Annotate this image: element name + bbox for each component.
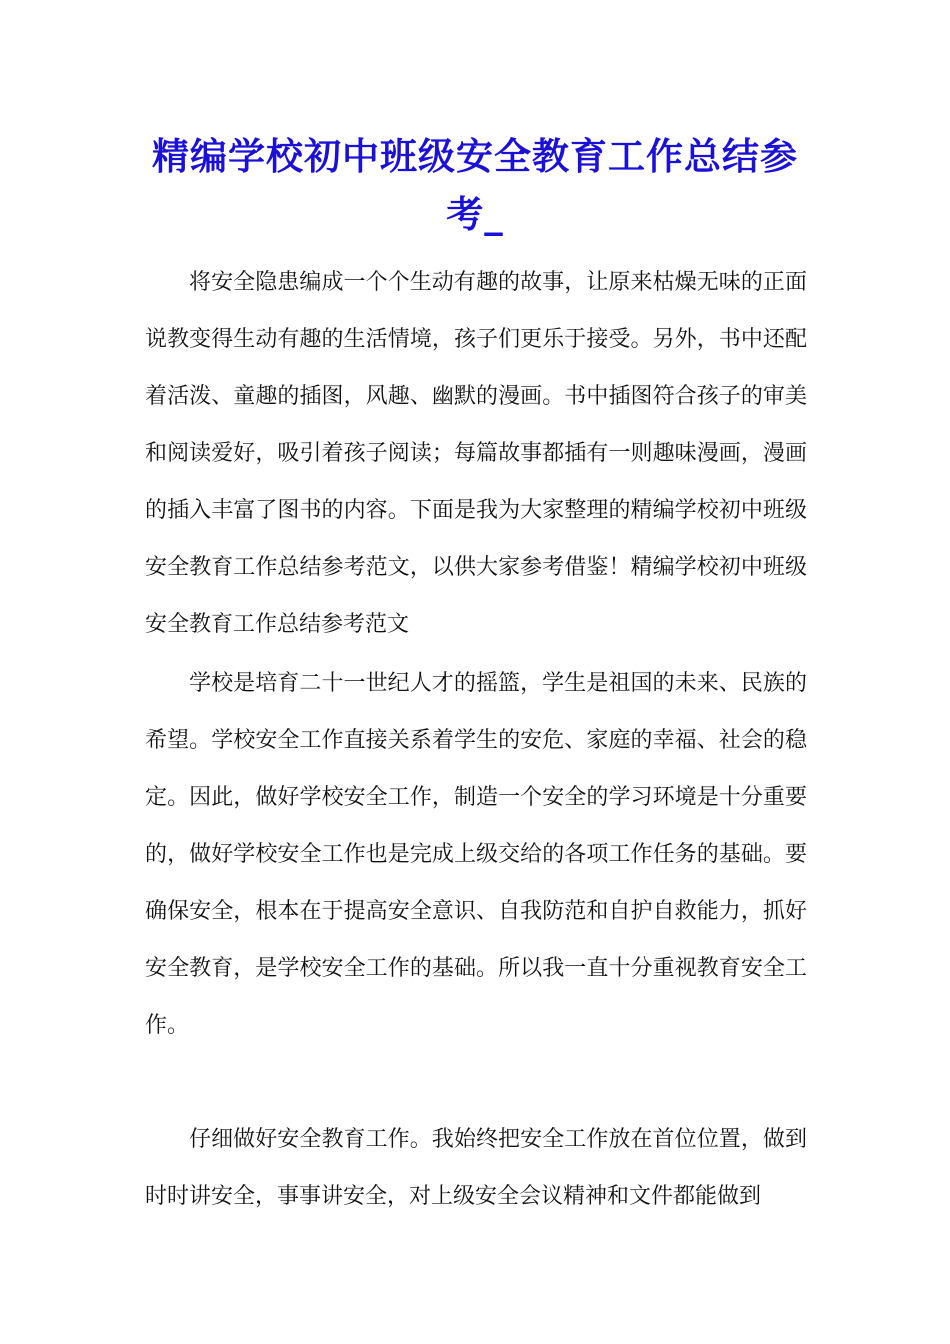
paragraph-school-safety: 学校是培育二十一世纪人才的摇篮，学生是祖国的未来、民族的希望。学校安全工作直接关系着学生的安危、家庭的幸福、社会的稳定。因此，做好学校安全工作，制造一个安全的学习环境是十分重要的，做好学校安全工作也是完成上级交给的各项工作任务的基础。要确保安全，根本在于提高安全意识、自我防范和自护自救能力，抓好安全教育，是学校安全工作的基础。所以我一直十分重视教育安全工作。 xyxy=(145,671,807,1038)
paragraph-safety-education: 仔细做好安全教育工作。我始终把安全工作放在首位位置，做到时时讲安全，事事讲安全，对上级安全会议精神和文件都能做到 xyxy=(145,1127,807,1209)
document-title: 精编学校初中班级安全教育工作总结参考_ xyxy=(152,135,798,236)
paragraph-intro: 将安全隐患编成一个个生动有趣的故事，让原来枯燥无味的正面说教变得生动有趣的生活情境，孩子们更乐于接受。另外，书中还配着活泼、童趣的插图，风趣、幽默的漫画。书中插图符合孩子的审美和阅读爱好，吸引着孩子阅读；每篇故事都插有一则趣味漫画，漫画的插入丰富了图书的内容。下面是我为大家整理的精编学校初中班级安全教育工作总结参考范文，以供大家参考借鉴！精编学校初中班级安全教育工作总结参考范文 xyxy=(145,270,807,637)
